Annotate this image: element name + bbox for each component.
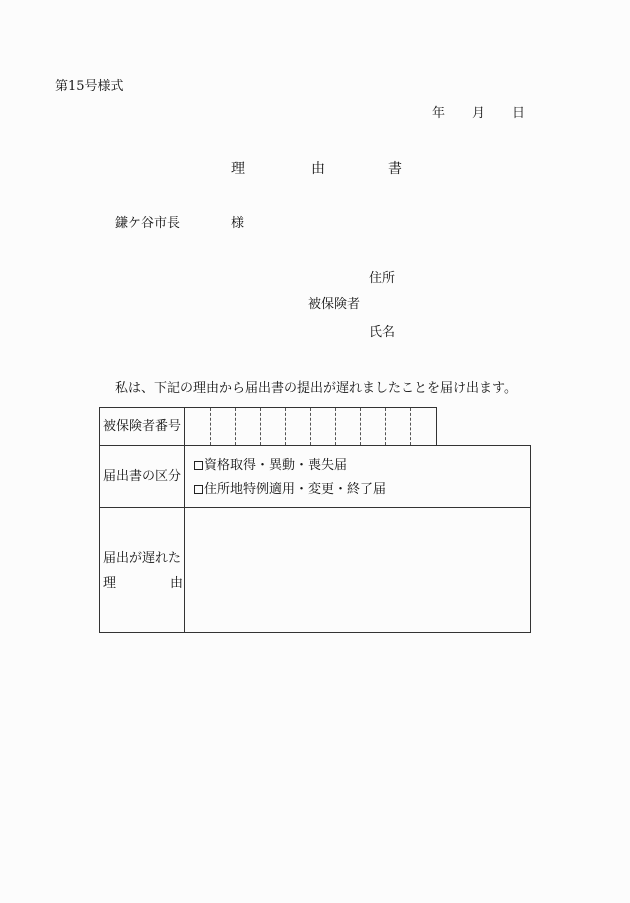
- notification-type-label: 届出書の区分: [103, 469, 182, 484]
- form-number: 第15号様式: [55, 79, 124, 94]
- insured-number-label: 被保険者番号: [103, 419, 182, 434]
- table-border: [99, 445, 531, 446]
- addressee: 鎌ケ谷市長: [115, 216, 181, 231]
- insured-number-field[interactable]: [186, 409, 435, 444]
- date-month-label: 月: [472, 106, 486, 121]
- table-border: [184, 407, 185, 633]
- document-title-char-2: 由: [311, 161, 325, 177]
- delay-reason-label-char1: 理: [103, 576, 117, 591]
- table-border: [436, 407, 437, 445]
- insured-person-label: 被保険者: [308, 297, 361, 312]
- option-acquisition-change-loss[interactable]: [194, 459, 347, 472]
- option-special-address-rule[interactable]: [194, 483, 386, 496]
- table-border: [530, 445, 531, 633]
- delay-reason-field[interactable]: [186, 509, 529, 631]
- name-label: 氏名: [369, 325, 396, 340]
- checkbox-icon[interactable]: [194, 461, 203, 470]
- document-title-char-3: 書: [388, 161, 402, 177]
- checkbox-icon[interactable]: [194, 485, 203, 494]
- table-border: [99, 632, 531, 633]
- delay-reason-label-char2: 由: [170, 576, 184, 591]
- date-year-label: 年: [432, 106, 446, 121]
- honorific: 様: [231, 216, 245, 231]
- option-label: 資格取得・異動・喪失届: [204, 458, 348, 473]
- option-label: 住所地特例適用・変更・終了届: [204, 482, 387, 497]
- address-label: 住所: [369, 271, 396, 286]
- document-title-char-1: 理: [231, 161, 245, 177]
- delay-reason-label-line1: 届出が遅れた: [103, 551, 182, 566]
- declaration-statement: 私は、下記の理由から届出書の提出が遅れましたことを届け出ます。: [115, 381, 517, 396]
- table-border: [99, 407, 100, 633]
- date-day-label: 日: [512, 106, 526, 121]
- table-border: [99, 507, 531, 508]
